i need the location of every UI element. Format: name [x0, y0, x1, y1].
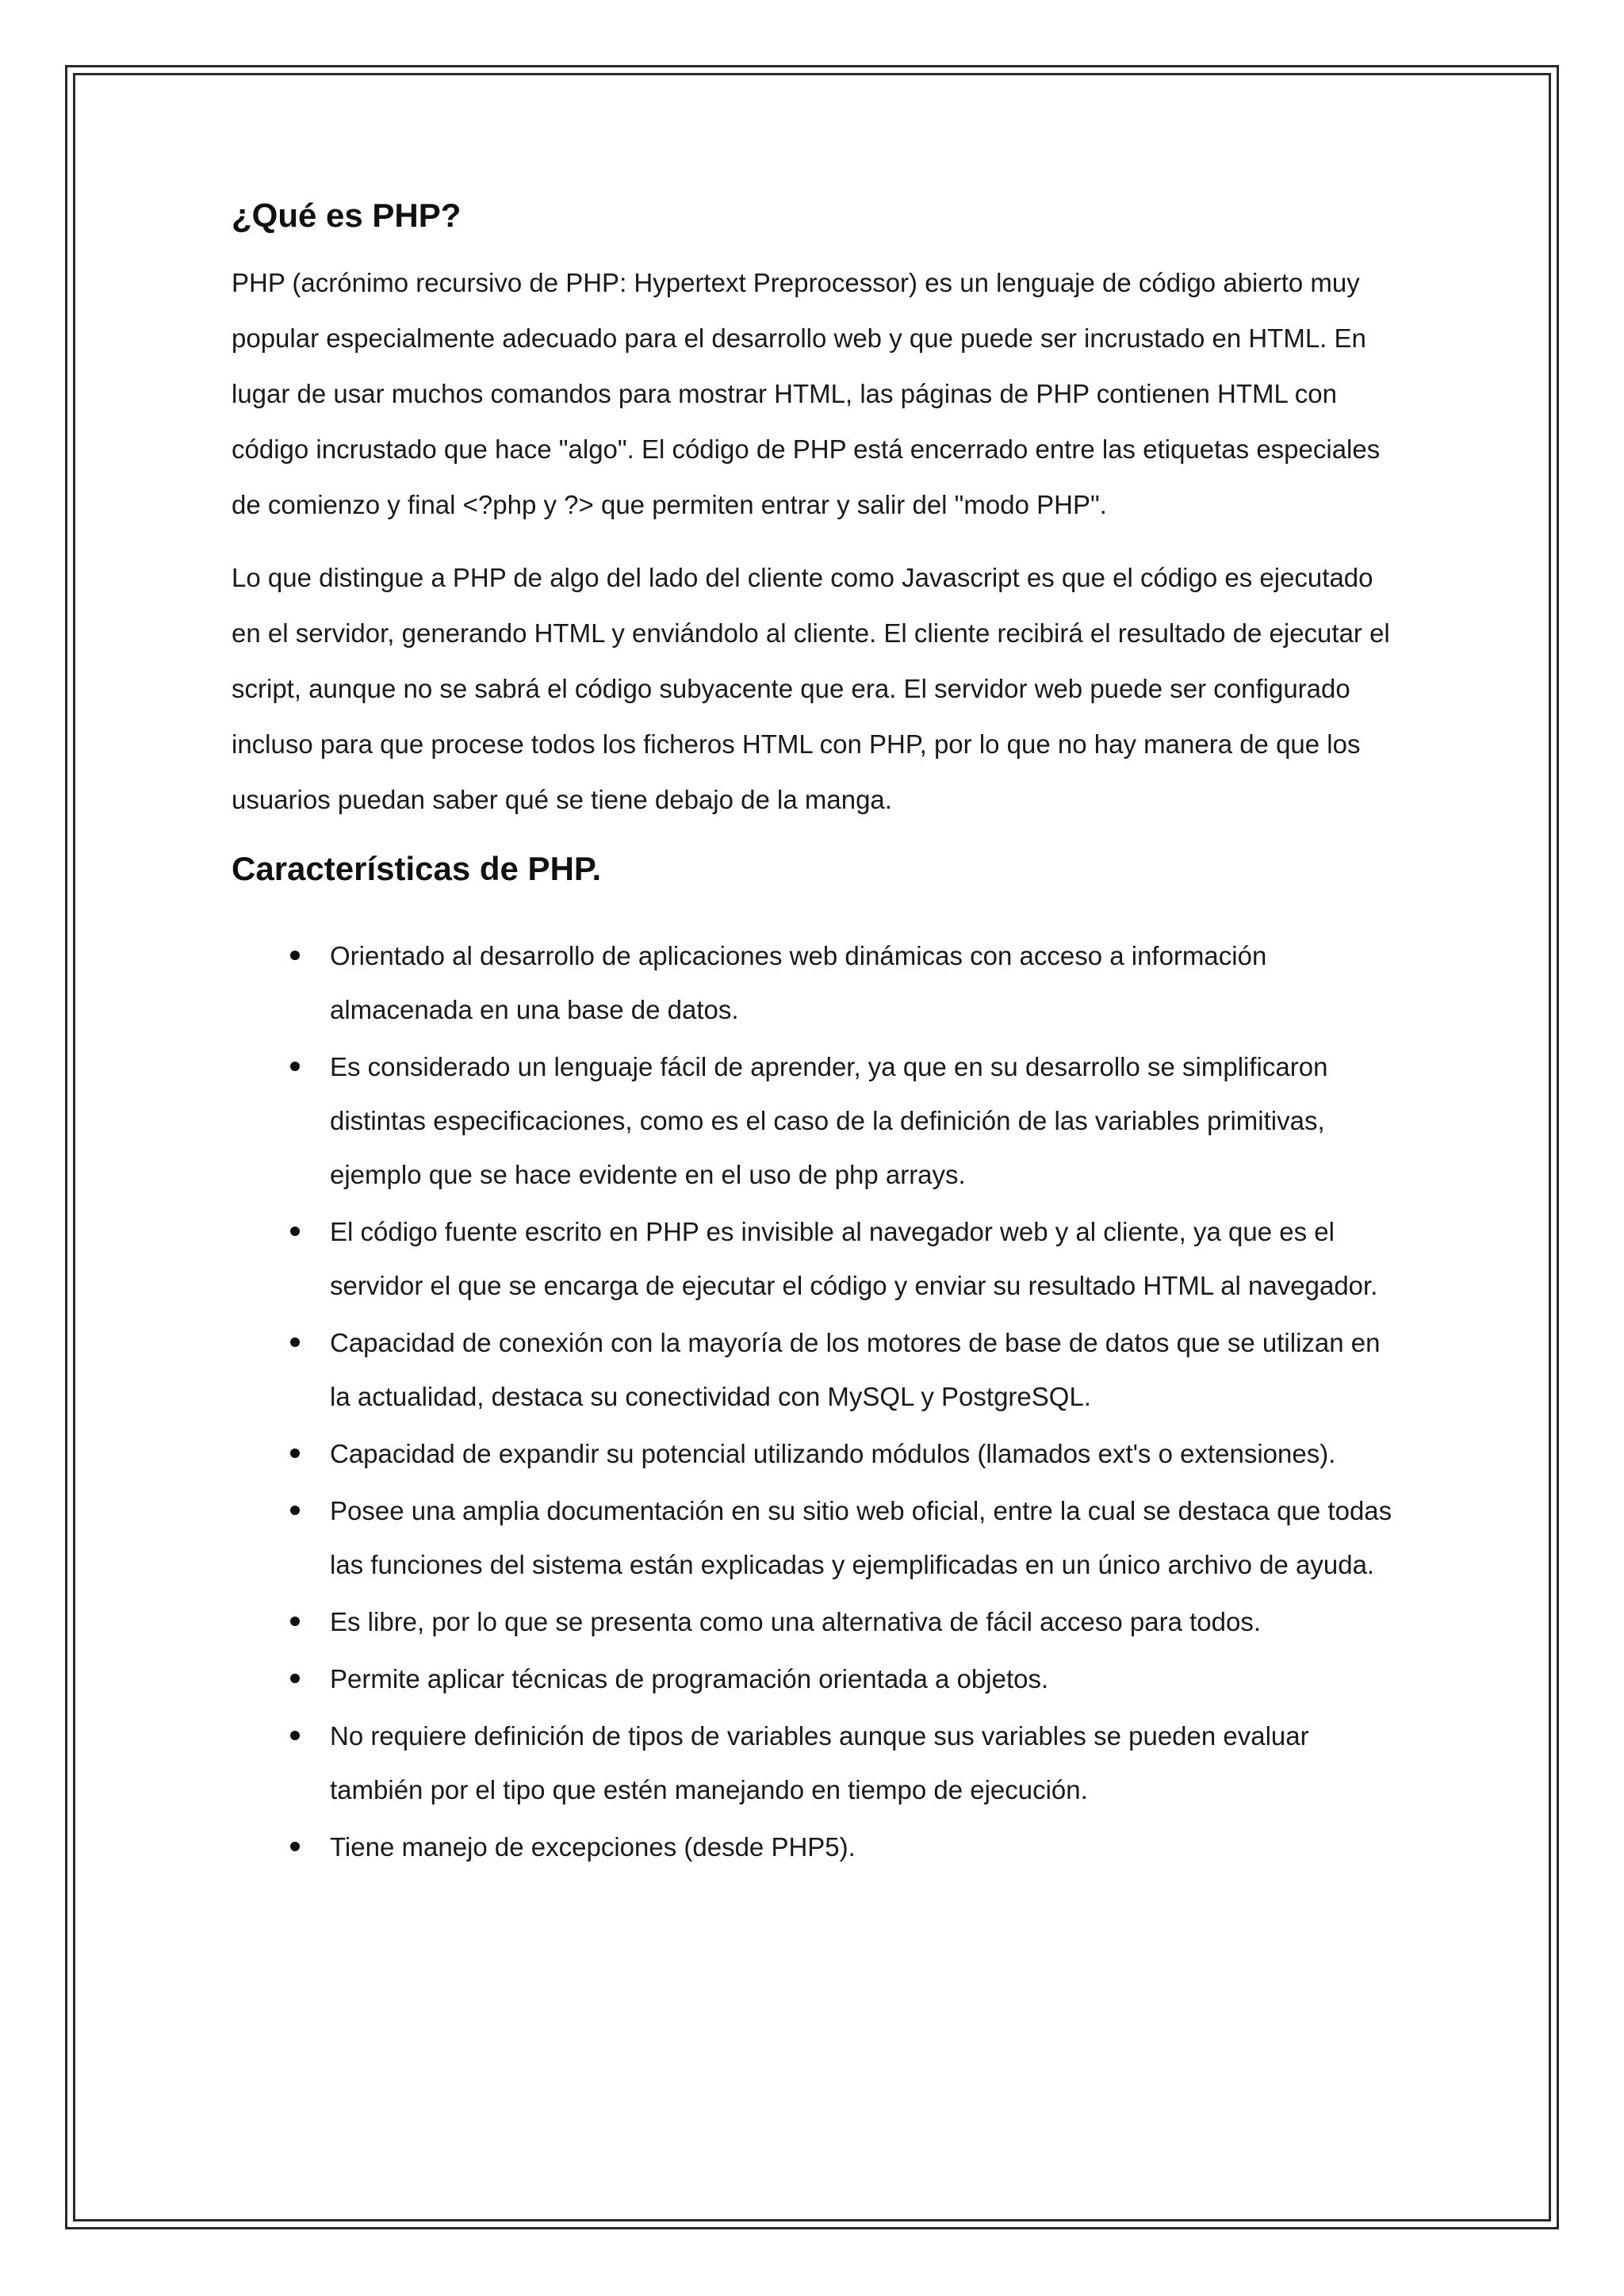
list-item	[232, 1595, 1397, 1649]
bullet-icon	[290, 1617, 300, 1626]
list-item-text: Capacidad de conexión con la mayoría de los motores de base de datos que se utilizan en la actualidad, destaca su conectividad con MySQL y PostgreSQL.	[330, 1328, 1381, 1411]
list-item	[232, 1427, 1397, 1481]
bullet-icon	[290, 951, 300, 960]
document-content	[232, 190, 1397, 1877]
list-item-text: Permite aplicar técnicas de programación orientada a objetos.	[330, 1664, 1049, 1693]
list-item-text: No requiere definición de tipos de variables aunque sus variables se pueden evaluar también por el tipo que estén manejando en tiempo de ejecución.	[330, 1721, 1309, 1804]
list-item	[232, 1316, 1397, 1424]
list-item	[232, 1709, 1397, 1817]
bullet-icon	[290, 1448, 300, 1458]
features-list	[232, 929, 1397, 1874]
section-title-what-is-php: ¿Qué es PHP?	[232, 197, 462, 234]
paragraph-php-definition: PHP (acrónimo recursivo de PHP: Hypertext Preprocessor) es un lenguaje de código abierto muy popular especialmente adecuado para el desarrollo web y que puede ser incrustado en HTML. En lugar de usar muchos comandos para mostrar HTML, las páginas de PHP contienen HTML con código incrustado que hace "algo". El código de PHP está encerrado entre las etiquetas especiales de comienzo y final <?php y ?> que permiten entrar y salir del "modo PHP".	[232, 268, 1381, 519]
list-item	[232, 1484, 1397, 1592]
bullet-icon	[290, 1842, 300, 1851]
list-item	[232, 929, 1397, 1037]
list-item	[232, 1205, 1397, 1313]
list-item	[232, 1820, 1397, 1874]
bullet-icon	[290, 1226, 300, 1236]
list-item-text: Es considerado un lenguaje fácil de aprender, ya que en su desarrollo se simplificaron distintas especificaciones, como es el caso de la definición de las variables primitivas, ejemplo que se hace evidente en el uso de php arrays.	[330, 1052, 1328, 1189]
list-item-text: Tiene manejo de excepciones (desde PHP5).	[330, 1832, 856, 1862]
list-item	[232, 1040, 1397, 1202]
list-item-text: Orientado al desarrollo de aplicaciones web dinámicas con acceso a información almacenada en una base de datos.	[330, 941, 1267, 1024]
bullet-icon	[290, 1674, 300, 1683]
list-item-text: Es libre, por lo que se presenta como una alternativa de fácil acceso para todos.	[330, 1607, 1262, 1636]
list-item-text: El código fuente escrito en PHP es invisible al navegador web y al cliente, ya que es el servidor el que se encarga de ejecutar el código y enviar su resultado HTML al navegador.	[330, 1217, 1378, 1300]
section-title-features: Características de PHP.	[232, 850, 602, 887]
list-item-text: Capacidad de expandir su potencial utilizando módulos (llamados ext's o extensiones).	[330, 1439, 1336, 1468]
paragraph-php-server-side: Lo que distingue a PHP de algo del lado del cliente como Javascript es que el código es ejecutado en el servidor, generando HTML y enviándolo al cliente. El cliente recibirá el resultado de ejecutar el script, aunque no se sabrá el código subyacente que era. El servidor web puede ser configurado incluso para que procese todos los ficheros HTML con PHP, por lo que no hay manera de que los usuarios puedan saber qué se tiene debajo de la manga.	[232, 563, 1390, 814]
list-item	[232, 1652, 1397, 1706]
list-item-text: Posee una amplia documentación en su sitio web oficial, entre la cual se destaca que todas las funciones del sistema están explicadas y ejemplificadas en un único archivo de ayuda.	[330, 1496, 1392, 1579]
bullet-icon	[290, 1731, 300, 1740]
bullet-icon	[290, 1506, 300, 1515]
bullet-icon	[290, 1337, 300, 1347]
bullet-icon	[290, 1062, 300, 1071]
